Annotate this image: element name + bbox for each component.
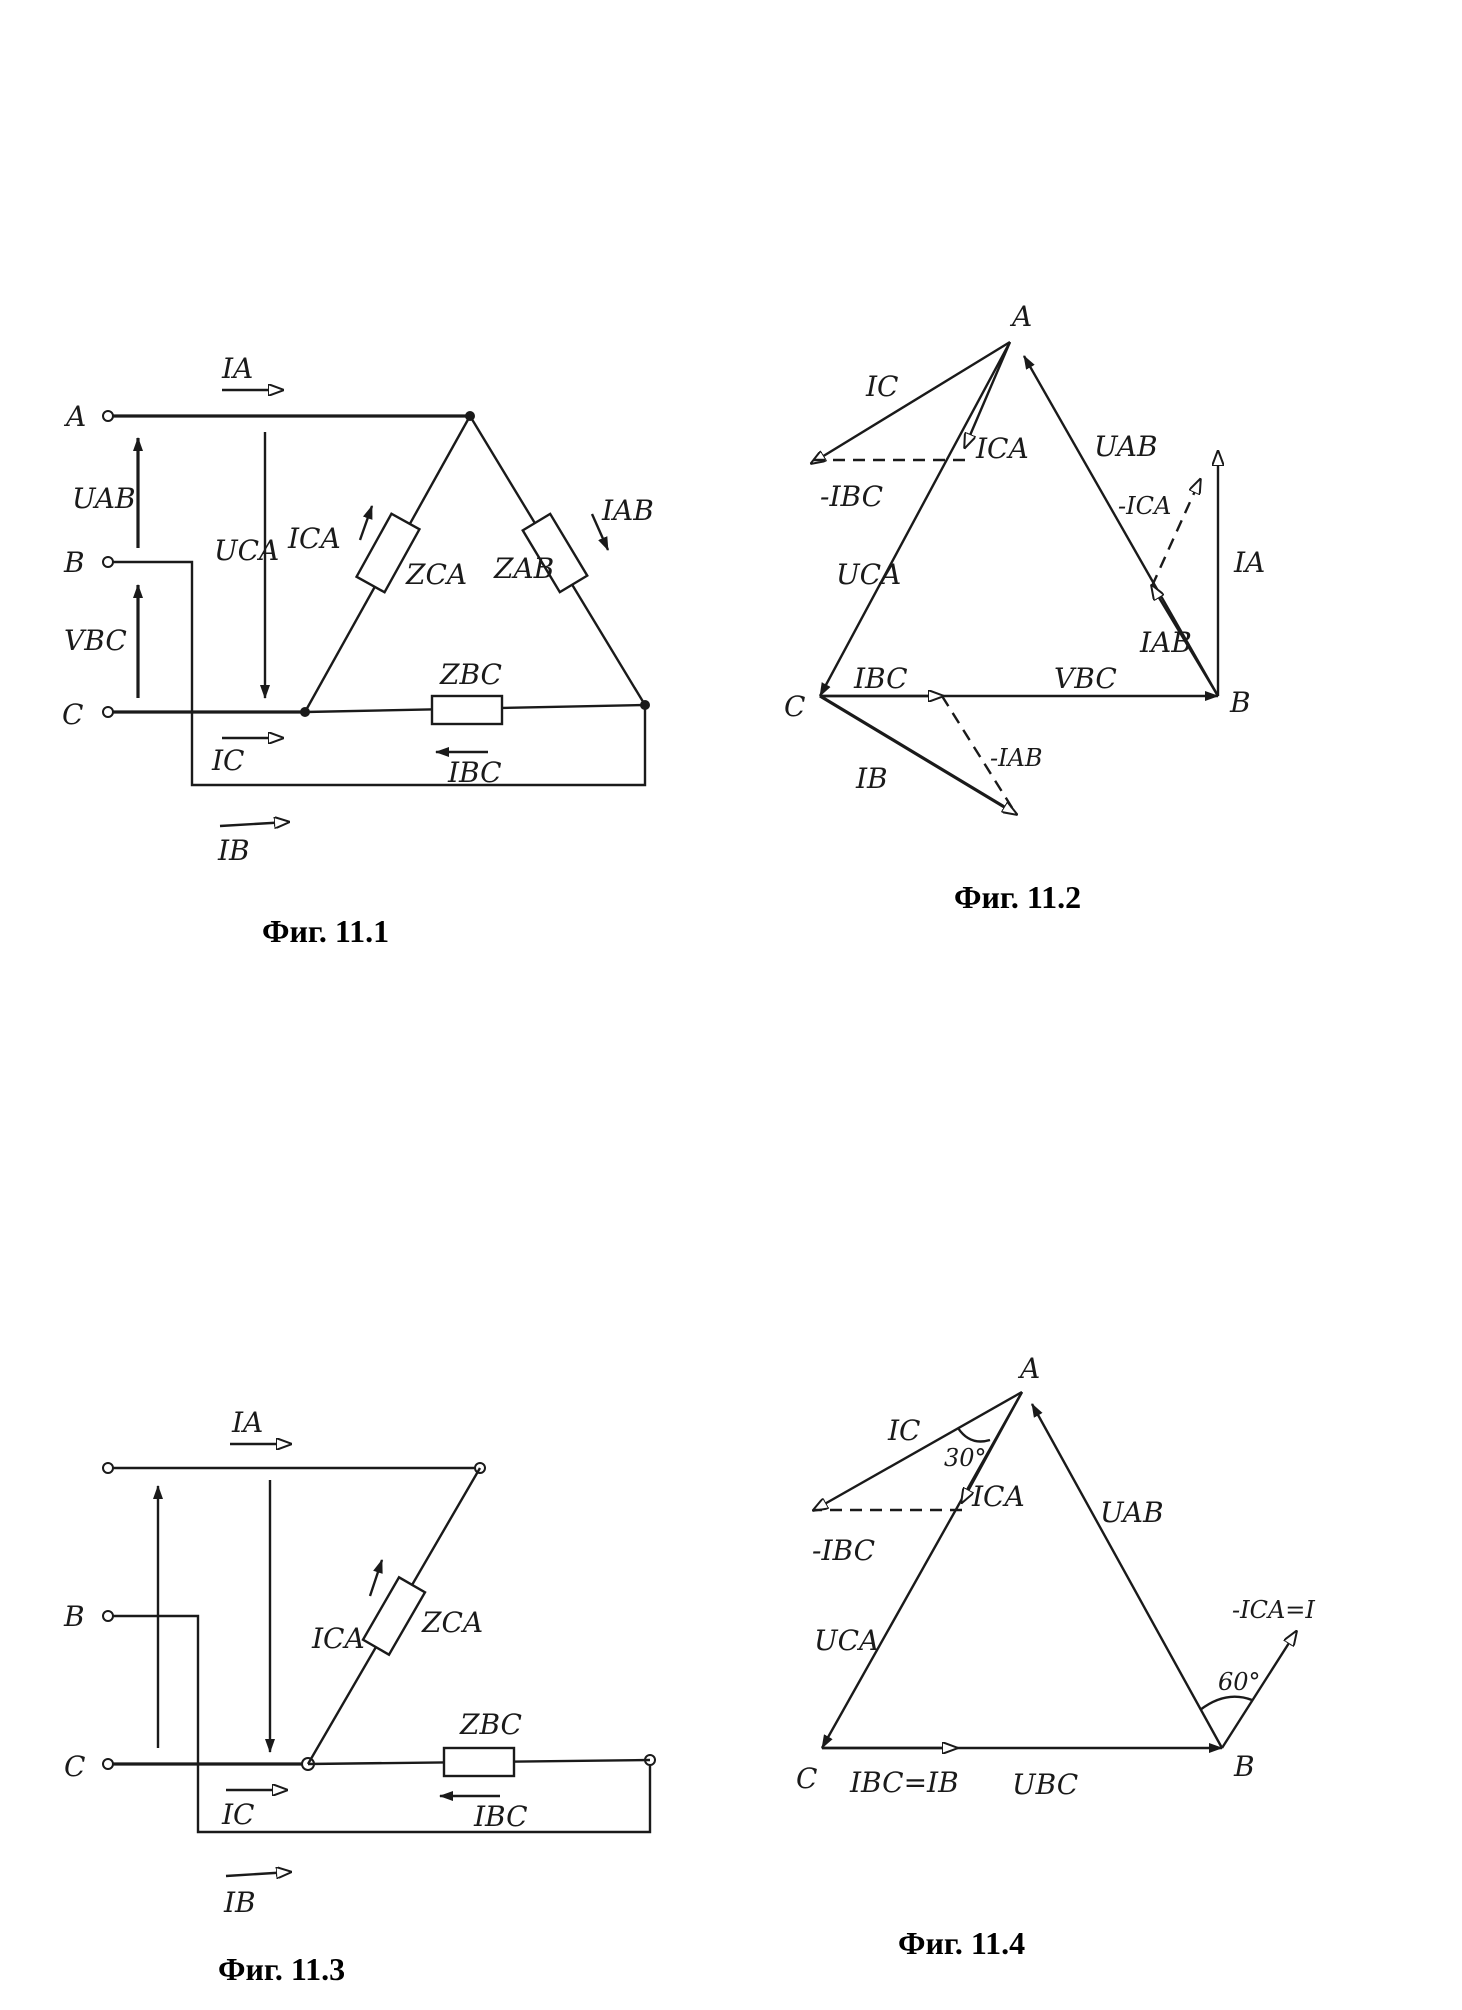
label-ica: ICA (976, 432, 1029, 465)
impedance-zbc (444, 1748, 514, 1776)
label-ib: IB (224, 1886, 256, 1919)
terminal-a (103, 1463, 113, 1473)
ica-arrow (360, 506, 372, 540)
figure-11-3 (63, 1406, 655, 1987)
caption-11-3: Фиг. 11.3 (218, 1951, 346, 1987)
label-iab: IAB (1140, 626, 1192, 659)
label-minus-iab: -IAB (990, 744, 1043, 772)
label-ubc: VBC (64, 624, 127, 657)
angle-arc-60 (1200, 1697, 1252, 1710)
vertex-label-c: C (784, 690, 806, 723)
label-uca: UCA (814, 1624, 880, 1657)
label-angle-30: 30° (944, 1444, 987, 1472)
label-zab: ZAB (494, 552, 555, 585)
label-minus-ica-eq: -ICA=I (1232, 1596, 1315, 1624)
vertex-label-b: B (1234, 1750, 1255, 1783)
label-zbc: ZBC (440, 658, 502, 691)
figure-11-2 (784, 300, 1265, 915)
label-zca: ZCA (422, 1606, 484, 1639)
label-ia: IA (222, 352, 254, 385)
vertex-label-a: A (1020, 1352, 1041, 1385)
label-uab: UAB (72, 482, 136, 515)
node-label-b: B (64, 546, 85, 579)
terminal-c (103, 707, 113, 717)
ib-arrow (220, 822, 288, 826)
line-b (108, 562, 645, 785)
label-iab: IAB (602, 494, 654, 527)
figure-11-4 (796, 1352, 1315, 1961)
label-ia: IA (232, 1406, 264, 1439)
label-ibc: IBC (854, 662, 908, 695)
label-ib: IB (218, 834, 250, 867)
label-ica: ICA (312, 1622, 365, 1655)
caption-11-1: Фиг. 11.1 (262, 913, 390, 949)
label-ic: IC (212, 744, 245, 777)
caption-11-4: Фиг. 11.4 (898, 1925, 1026, 1961)
vertex-label-a: A (1012, 300, 1033, 333)
label-ubc: VBC (1054, 662, 1117, 695)
terminal-b (103, 557, 113, 567)
label-ica: ICA (288, 522, 341, 555)
label-ica: ICA (972, 1480, 1025, 1513)
label-zbc: ZBC (460, 1708, 522, 1741)
node-label-c: C (64, 1750, 86, 1783)
label-ubc: UBC (1012, 1768, 1079, 1801)
vertex-label-c: C (796, 1762, 818, 1795)
label-uab: UAB (1094, 430, 1158, 463)
node-label-c: C (62, 698, 84, 731)
label-ib: IB (856, 762, 888, 795)
label-ic: IC (866, 370, 899, 403)
label-minus-ica: -ICA (1118, 492, 1172, 520)
label-ic: IC (888, 1414, 921, 1447)
label-angle-60: 60° (1218, 1668, 1261, 1696)
ib-arrow (226, 1872, 290, 1876)
label-ibc: IBC (474, 1800, 528, 1833)
label-uab: UAB (1100, 1496, 1164, 1529)
terminal-c (103, 1759, 113, 1769)
caption-11-2: Фиг. 11.2 (954, 879, 1082, 915)
vertex-label-b: B (1230, 686, 1251, 719)
node-label-b: B (64, 1600, 85, 1633)
label-ibc-eq-ib: IBC=IB (850, 1766, 959, 1799)
terminal-a (103, 411, 113, 421)
vector-uab (1032, 1404, 1222, 1748)
angle-arc-30 (958, 1428, 990, 1442)
impedance-zbc (432, 696, 502, 724)
label-uca: UCA (214, 534, 280, 567)
label-ibc: IBC (448, 756, 502, 789)
label-minus-ibc: -IBC (812, 1534, 876, 1567)
terminal-b (103, 1611, 113, 1621)
vector-ib (820, 696, 1016, 814)
node-label-a: A (66, 400, 87, 433)
vector-uca (820, 342, 1010, 696)
label-zca: ZCA (406, 558, 468, 591)
label-ic: IC (222, 1798, 255, 1831)
label-minus-ibc: -IBC (820, 480, 884, 513)
ica-arrow (370, 1560, 382, 1596)
figure-11-1 (62, 352, 654, 949)
label-uca: UCA (836, 558, 902, 591)
label-ia: IA (1234, 546, 1266, 579)
